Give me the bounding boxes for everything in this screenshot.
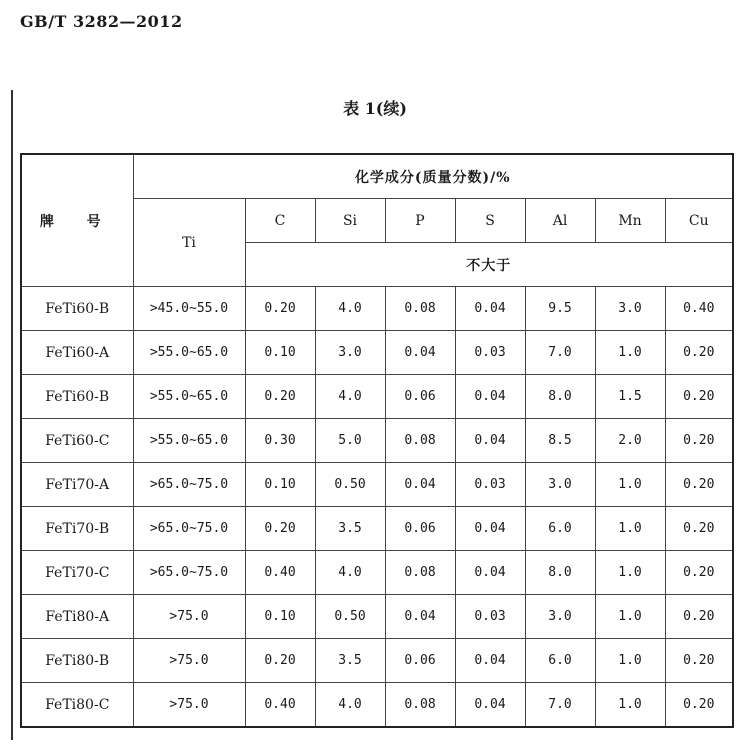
grade-cell: FeTi80-C: [21, 683, 133, 728]
value-cell-cu: 0.20: [665, 463, 733, 507]
value-cell-s: 0.04: [455, 375, 525, 419]
value-cell-mn: 1.0: [595, 507, 665, 551]
table-row: [21, 595, 733, 639]
value-cell-mn: 2.0: [595, 419, 665, 463]
grade-cell: FeTi60-C: [21, 419, 133, 463]
element-header-p: P: [385, 199, 455, 243]
ti-range-cell: >55.0~65.0: [133, 419, 245, 463]
value-cell-mn: 1.0: [595, 331, 665, 375]
table-row: [21, 639, 733, 683]
value-cell-c: 0.20: [245, 639, 315, 683]
value-cell-c: 0.40: [245, 551, 315, 595]
value-cell-cu: 0.20: [665, 551, 733, 595]
value-cell-p: 0.08: [385, 551, 455, 595]
ti-range-cell: >75.0: [133, 683, 245, 728]
table-row: [21, 683, 733, 728]
value-cell-s: 0.04: [455, 551, 525, 595]
grade-column-header: 牌 号: [21, 154, 133, 287]
value-cell-mn: 1.0: [595, 683, 665, 728]
value-cell-p: 0.06: [385, 375, 455, 419]
value-cell-s: 0.04: [455, 419, 525, 463]
value-cell-p: 0.08: [385, 683, 455, 728]
value-cell-al: 7.0: [525, 331, 595, 375]
value-cell-cu: 0.20: [665, 507, 733, 551]
value-cell-s: 0.03: [455, 331, 525, 375]
ti-range-cell: >65.0~75.0: [133, 551, 245, 595]
value-cell-cu: 0.20: [665, 639, 733, 683]
grade-cell: FeTi60-A: [21, 331, 133, 375]
value-cell-si: 4.0: [315, 375, 385, 419]
value-cell-c: 0.40: [245, 683, 315, 728]
value-cell-al: 3.0: [525, 463, 595, 507]
ti-range-cell: >45.0~55.0: [133, 287, 245, 331]
value-cell-si: 3.5: [315, 507, 385, 551]
table-row: [21, 375, 733, 419]
grade-cell: FeTi80-B: [21, 639, 133, 683]
table-row: [21, 419, 733, 463]
value-cell-cu: 0.20: [665, 683, 733, 728]
composition-header: 化学成分(质量分数)/%: [133, 154, 733, 199]
value-cell-p: 0.04: [385, 331, 455, 375]
value-cell-al: 9.5: [525, 287, 595, 331]
value-cell-s: 0.03: [455, 463, 525, 507]
composition-table: [20, 153, 734, 728]
grade-cell: FeTi70-B: [21, 507, 133, 551]
table-body: [21, 287, 733, 728]
grade-cell: FeTi70-C: [21, 551, 133, 595]
value-cell-c: 0.20: [245, 375, 315, 419]
value-cell-si: 3.0: [315, 331, 385, 375]
ti-range-cell: >75.0: [133, 595, 245, 639]
value-cell-mn: 1.0: [595, 551, 665, 595]
value-cell-s: 0.03: [455, 595, 525, 639]
ti-range-cell: >75.0: [133, 639, 245, 683]
table-row: [21, 287, 733, 331]
table-caption: 表 1(续): [343, 99, 407, 118]
ti-range-cell: >65.0~75.0: [133, 507, 245, 551]
grade-cell: FeTi80-A: [21, 595, 133, 639]
element-header-ti: Ti: [133, 199, 245, 287]
value-cell-cu: 0.40: [665, 287, 733, 331]
value-cell-al: 7.0: [525, 683, 595, 728]
ti-range-cell: >55.0~65.0: [133, 375, 245, 419]
value-cell-p: 0.06: [385, 639, 455, 683]
table-row: [21, 507, 733, 551]
value-cell-al: 3.0: [525, 595, 595, 639]
value-cell-p: 0.04: [385, 463, 455, 507]
value-cell-si: 4.0: [315, 551, 385, 595]
value-cell-c: 0.10: [245, 595, 315, 639]
value-cell-p: 0.08: [385, 419, 455, 463]
value-cell-si: 4.0: [315, 287, 385, 331]
value-cell-s: 0.04: [455, 507, 525, 551]
element-header-cu: Cu: [665, 199, 733, 243]
ti-range-cell: >55.0~65.0: [133, 331, 245, 375]
value-cell-s: 0.04: [455, 683, 525, 728]
value-cell-al: 8.5: [525, 419, 595, 463]
value-cell-si: 3.5: [315, 639, 385, 683]
value-cell-al: 8.0: [525, 551, 595, 595]
value-cell-si: 0.50: [315, 595, 385, 639]
value-cell-cu: 0.20: [665, 375, 733, 419]
value-cell-mn: 3.0: [595, 287, 665, 331]
value-cell-c: 0.10: [245, 463, 315, 507]
table-row: [21, 551, 733, 595]
value-cell-cu: 0.20: [665, 419, 733, 463]
value-cell-al: 6.0: [525, 639, 595, 683]
element-header-s: S: [455, 199, 525, 243]
value-cell-si: 4.0: [315, 683, 385, 728]
grade-cell: FeTi60-B: [21, 287, 133, 331]
table-row: [21, 331, 733, 375]
value-cell-p: 0.06: [385, 507, 455, 551]
element-header-c: C: [245, 199, 315, 243]
standard-number: GB/T 3282—2012: [20, 12, 183, 31]
value-cell-mn: 1.5: [595, 375, 665, 419]
value-cell-cu: 0.20: [665, 595, 733, 639]
table-row: [21, 463, 733, 507]
value-cell-mn: 1.0: [595, 595, 665, 639]
ti-range-cell: >65.0~75.0: [133, 463, 245, 507]
value-cell-s: 0.04: [455, 287, 525, 331]
value-cell-mn: 1.0: [595, 463, 665, 507]
value-cell-mn: 1.0: [595, 639, 665, 683]
grade-cell: FeTi60-B: [21, 375, 133, 419]
left-margin-rule: [11, 90, 13, 740]
grade-cell: FeTi70-A: [21, 463, 133, 507]
value-cell-c: 0.20: [245, 287, 315, 331]
value-cell-s: 0.04: [455, 639, 525, 683]
value-cell-p: 0.04: [385, 595, 455, 639]
value-cell-al: 6.0: [525, 507, 595, 551]
value-cell-si: 0.50: [315, 463, 385, 507]
value-cell-c: 0.20: [245, 507, 315, 551]
value-cell-c: 0.30: [245, 419, 315, 463]
element-header-mn: Mn: [595, 199, 665, 243]
value-cell-al: 8.0: [525, 375, 595, 419]
value-cell-p: 0.08: [385, 287, 455, 331]
element-header-al: Al: [525, 199, 595, 243]
element-header-si: Si: [315, 199, 385, 243]
value-cell-si: 5.0: [315, 419, 385, 463]
value-cell-c: 0.10: [245, 331, 315, 375]
not-greater-than-header: 不大于: [245, 243, 733, 287]
value-cell-cu: 0.20: [665, 331, 733, 375]
